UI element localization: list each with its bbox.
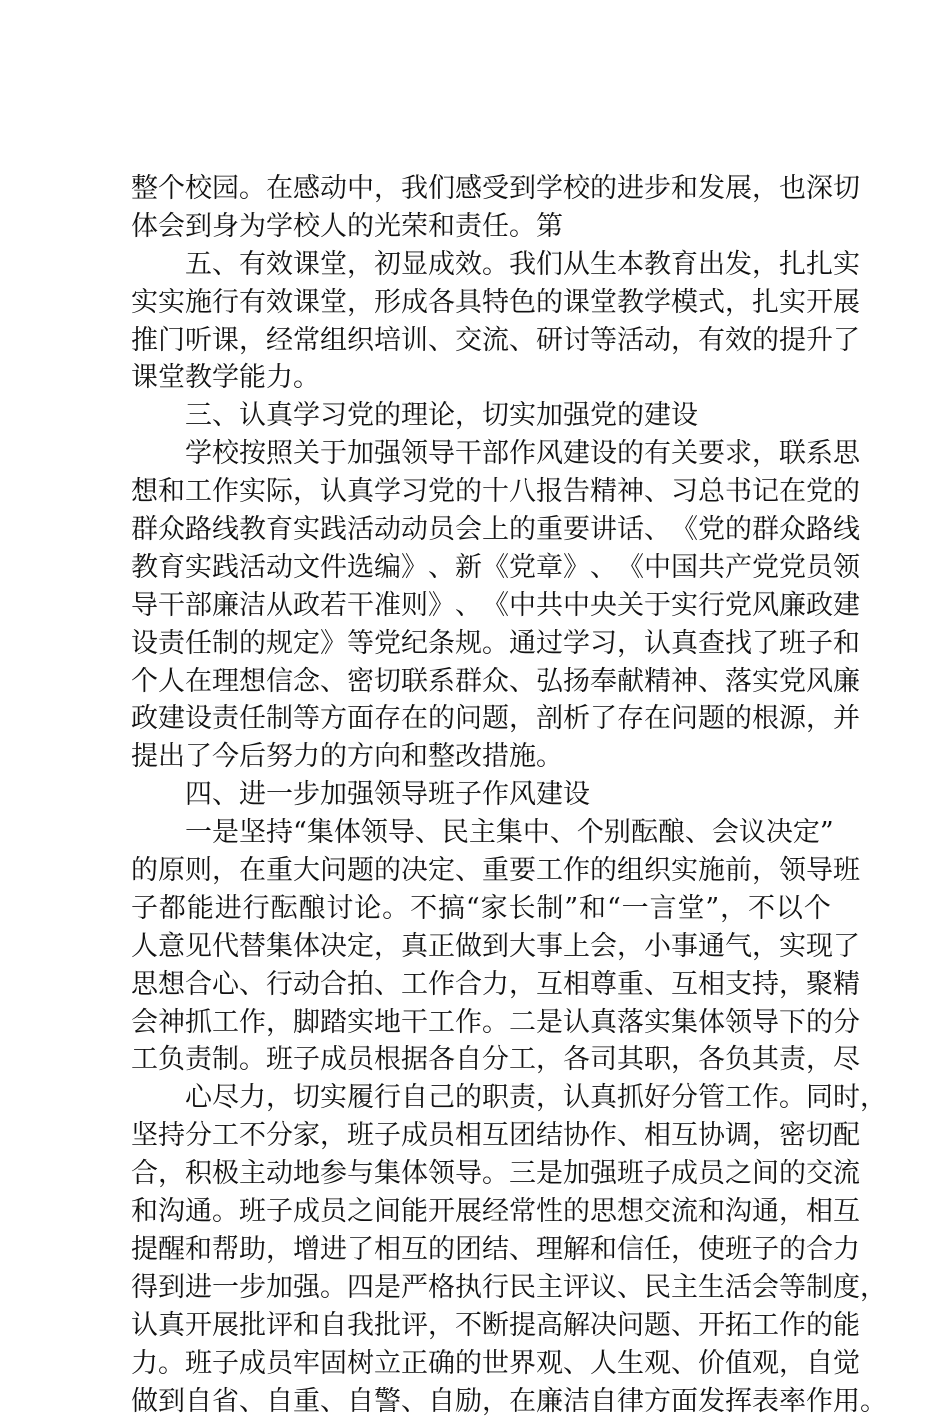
text-line: 学 校 按 照 关 于 加 强 领 导 干 部 作 风 建 设 的 有 关 要 求 ， 联 系 思 (131, 435, 831, 473)
text-line: 心 尽 力 ， 切 实 履 行 自 己 的 职 责 ， 认 真 抓 好 分 管 工 作 。 同 时 ， (131, 1079, 831, 1117)
text-line: 导 干 部 廉 洁 从 政 若 干 准 则 》 、 《 中 共 中 央 关 于 实 行 党 风 廉 政 建 (131, 587, 831, 625)
text-line: 的 原 则 ， 在 重 大 问 题 的 决 定 、 重 要 工 作 的 组 织 实 施 前 ， 领 导 班 (131, 852, 831, 890)
text-line: 工负责制。班子成员根据各自分工，各司其职，各负其责，尽 (131, 1041, 831, 1079)
text-line: 个 人 在 理 想 信 念 、 密 切 联 系 群 众 、 弘 扬 奉 献 精 神 、 落 实 党 风 廉 (131, 663, 831, 701)
text-line: 子 都 能 进 行 酝 酿 讨 论 。 不 搞 “ 家 长 制 ” 和 “ 一 言 堂 ” ， 不 以 个 (131, 890, 831, 928)
text-line: 认 真 开 展 批 评 和 自 我 批 评 ， 不 断 提 高 解 决 问 题 、 开 拓 工 作 的 能 (131, 1307, 831, 1345)
text-line: 三、认真学习党的理论，切实加强党的建设 (131, 397, 831, 435)
text-line: 坚 持 分 工 不 分 家 ， 班 子 成 员 相 互 团 结 协 作 、 相 互 协 调 ， 密 切 配 (131, 1117, 831, 1155)
text-line: 人 意 见 代 替 集 体 决 定 ， 真 正 做 到 大 事 上 会 ， 小 事 通 气 ， 实 现 了 (131, 928, 831, 966)
text-line: 体会到身为学校人的光荣和责任。第 (131, 208, 831, 246)
text-line: 会 神 抓 工 作 ， 脚 踏 实 地 干 工 作 。 二 是 认 真 落 实 集 体 领 导 下 的 分 (131, 1004, 831, 1042)
text-line: 五 、 有 效 课 堂 ， 初 显 成 效 。 我 们 从 生 本 教 育 出 发 ， 扎 扎 实 (131, 246, 831, 284)
text-line: 做 到 自 省 、 自 重 、 自 警 、 自 励 ， 在 廉 洁 自 律 方 面 发 挥 表 率 作 用 。 (131, 1383, 831, 1420)
text-line: 想 和 工 作 实 际 ， 认 真 学 习 党 的 十 八 报 告 精 神 、 习 总 书 记 在 党 的 (131, 473, 831, 511)
text-line: 推 门 听 课 ， 经 常 组 织 培 训 、 交 流 、 研 讨 等 活 动 ， 有 效 的 提 升 了 (131, 322, 831, 360)
text-line: 政 建 设 责 任 制 等 方 面 存 在 的 问 题 ， 剖 析 了 存 在 问 题 的 根 源 ， 并 (131, 700, 831, 738)
text-line: 力 。 班 子 成 员 牢 固 树 立 正 确 的 世 界 观 、 人 生 观 、 价 值 观 ， 自 觉 (131, 1345, 831, 1383)
text-line: 群 众 路 线 教 育 实 践 活 动 动 员 会 上 的 重 要 讲 话 、 《 党 的 群 众 路 线 (131, 511, 831, 549)
text-line: 整 个 校 园 。 在 感 动 中 ， 我 们 感 受 到 学 校 的 进 步 和 发 展 ， 也 深 切 (131, 170, 831, 208)
text-line: 提 醒 和 帮 助 ， 增 进 了 相 互 的 团 结 、 理 解 和 信 任 ， 使 班 子 的 合 力 (131, 1231, 831, 1269)
text-line: 和 沟 通 。 班 子 成 员 之 间 能 开 展 经 常 性 的 思 想 交 流 和 沟 通 ， 相 互 (131, 1193, 831, 1231)
text-line: 得 到 进 一 步 加 强 。 四 是 严 格 执 行 民 主 评 议 、 民 主 生 活 会 等 制 度 ， (131, 1269, 831, 1307)
text-line: 设 责 任 制 的 规 定 》 等 党 纪 条 规 。 通 过 学 习 ， 认 真 查 找 了 班 子 和 (131, 625, 831, 663)
text-line: 一 是 坚 持 “ 集 体 领 导 、 民 主 集 中 、 个 别 酝 酿 、 会 议 决 定 ” (131, 814, 831, 852)
text-line: 教 育 实 践 活 动 文 件 选 编 》 、 新 《 党 章 》 、 《 中 国 共 产 党 党 员 领 (131, 549, 831, 587)
text-line: 提出了今后努力的方向和整改措施。 (131, 738, 831, 776)
text-line: 四、进一步加强领导班子作风建设 (131, 776, 831, 814)
text-line: 思 想 合 心 、 行 动 合 拍 、 工 作 合 力 ， 互 相 尊 重 、 互 相 支 持 ， 聚 精 (131, 966, 831, 1004)
text-line: 实 实 施 行 有 效 课 堂 ， 形 成 各 具 特 色 的 课 堂 教 学 模 式 ， 扎 实 开 展 (131, 284, 831, 322)
text-line: 课堂教学能力。 (131, 359, 831, 397)
text-line: 合 ， 积 极 主 动 地 参 与 集 体 领 导 。 三 是 加 强 班 子 成 员 之 间 的 交 流 (131, 1155, 831, 1193)
document-body-text (131, 170, 831, 1420)
